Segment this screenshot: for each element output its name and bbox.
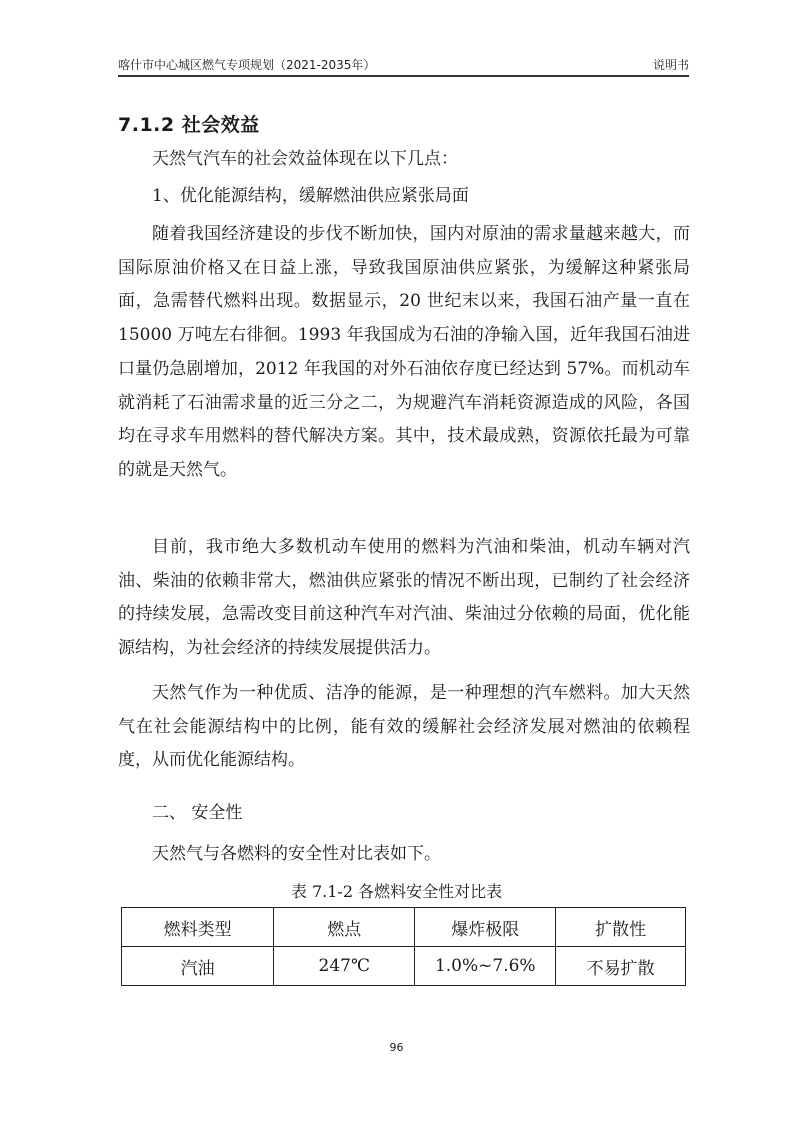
page-header — [118, 56, 689, 74]
table-row — [122, 947, 686, 986]
header-rule — [118, 75, 689, 77]
table-cell: 汽油 — [122, 947, 274, 986]
fuel-safety-table — [121, 907, 686, 986]
table-cell: 不易扩散 — [556, 947, 686, 986]
paragraph-body-2: 目前，我市绝大多数机动车使用的燃料为汽油和柴油，机动车辆对汽油、柴油的依赖非常大，燃油供应紧张的情况不断出现，已制约了社会经济的持续发展，急需改变目前这种汽车对汽油、柴油过分依赖的局面，优化能源结构，为社会经济的持续发展提供活力。 — [118, 537, 690, 659]
paragraph-heading-1: 1、优化能源结构，缓解燃油供应紧张局面 — [152, 186, 469, 206]
table-header-cell: 燃点 — [274, 908, 415, 947]
page-number: 96 — [389, 1041, 404, 1054]
table-cell: 1.0%~7.6% — [415, 947, 556, 986]
header-title: 喀什市中心城区燃气专项规划（2021-2035年） — [118, 58, 376, 72]
table-caption: 表 7.1-2 各燃料安全性对比表 — [290, 882, 503, 901]
paragraph-table-intro: 天然气与各燃料的安全性对比表如下。 — [152, 844, 441, 864]
table-cell: 247℃ — [274, 947, 415, 986]
table-header-cell: 爆炸极限 — [415, 908, 556, 947]
header-doc-type: 说明书 — [652, 58, 689, 72]
paragraph-body-3: 天然气作为一种优质、洁净的能源，是一种理想的汽车燃料。加大天然气在社会能源结构中的比例，能有效的缓解社会经济发展对燃油的依赖程度，从而优化能源结构。 — [118, 683, 690, 771]
paragraph-body-1: 随着我国经济建设的步伐不断加快，国内对原油的需求量越来越大，而国际原油价格又在日益上涨，导致我国原油供应紧张，为缓解这种紧张局面，急需替代燃料出现。数据显示，20 世纪末以来，我国石油产量一直在 15000 万吨左右徘徊。1993 年我国成为石油的净输入国，近年我国石油进口量仍急剧增加，2012 年我国的对外石油依存度已经达到 57%。而机动车就消耗了石油需求量的近三分之二，为规避汽车消耗资源造成的风险，各国均在寻求车用燃料的替代解决方案。其中，技术最成熟，资源依托最为可靠的就是天然气。 — [118, 224, 690, 480]
table-header-cell: 燃料类型 — [122, 908, 274, 947]
paragraph-heading-2: 二、 安全性 — [152, 803, 243, 823]
table-header-cell: 扩散性 — [556, 908, 686, 947]
section-title: 7.1.2 社会效益 — [118, 114, 260, 136]
paragraph-intro: 天然气汽车的社会效益体现在以下几点： — [152, 149, 458, 169]
table-header-row — [122, 908, 686, 947]
